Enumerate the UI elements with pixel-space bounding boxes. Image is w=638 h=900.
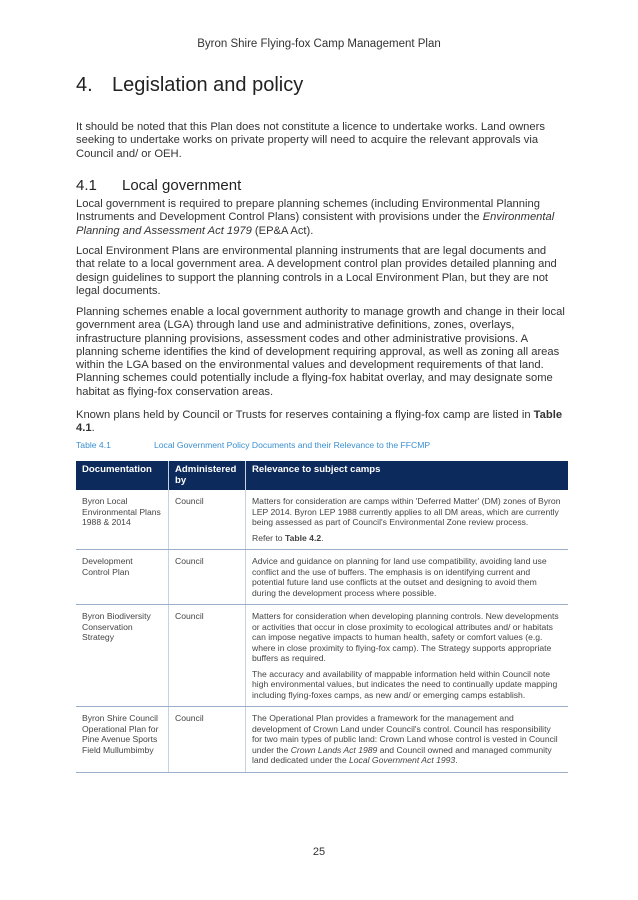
- header-relevance: Relevance to subject camps: [246, 461, 569, 490]
- table-row: [76, 490, 568, 550]
- paragraph-1: [76, 198, 566, 238]
- cell-relevance: [246, 490, 569, 550]
- ref-text: Refer to: [252, 532, 285, 543]
- paragraph-3: Planning schemes enable a local government authority to manage growth and change in their local government area (LGA) through land use and administrative definitions, zones, overlays, infrastructure planning provisions, assessment codes and other administrative provisions. A planning scheme identifies the kind of development requiring approval, as well as zoning all areas within the LGA based on the environmental values and development requirements of that land. Planning schemes could potentially include a flying-fox habitat overlay, and may designate some habitat as flying-fox conservation areas.: [76, 306, 565, 398]
- policy-table: [76, 461, 568, 773]
- cell-administered: Council: [169, 490, 246, 550]
- p4-table-ref: Table 4.1: [76, 409, 563, 435]
- p4-tail: .: [91, 422, 95, 435]
- subsection-title: Local government: [122, 177, 242, 194]
- table-header-row: [76, 461, 568, 490]
- relevance-part: The Operational Plan provides a framework for the management and development of Crown Land under Council's control. Council has responsibility for two main types of public land: Crown Land whose control is vested in Council under the: [252, 713, 558, 755]
- cell-documentation: Byron Local Environmental Plans 1988 & 2014: [76, 490, 169, 550]
- cell-documentation: Byron Biodiversity Conservation Strategy: [76, 605, 169, 707]
- relevance-part: and Council owned and managed community land dedicated under the: [252, 744, 552, 765]
- section-title: Legislation and policy: [112, 74, 304, 96]
- cell-administered: Council: [169, 550, 246, 605]
- table-caption-label: Table 4.1: [76, 440, 111, 450]
- header-administered-by: Administered by: [169, 461, 246, 490]
- p1-act: Environmental Planning and Assessment Act 1979: [76, 211, 555, 237]
- relevance-text: Advice and guidance on planning for land use compatibility, avoiding land use conflict and the use of buffers. The emphasis is on identifying current and potential future land use conflicts at the outset and designing to avoid them during the development process where possible.: [252, 556, 547, 598]
- relevance-text: Matters for consideration are camps within 'Deferred Matter' (DM) zones of Byron LEP 2014. Byron LEP 1988 currently applies to all DM areas, which are currently being assessed as part of Council's Environmental Zone review process.: [252, 496, 561, 527]
- header-documentation: Documentation: [76, 461, 169, 490]
- section-number: 4.: [76, 74, 93, 96]
- crown-lands-act: Crown Lands Act 1989: [290, 744, 378, 755]
- table-row: [76, 550, 568, 605]
- intro-paragraph: It should be noted that this Plan does not constitute a licence to undertake works. Land owners seeking to undertake works on private property will need to acquire the relevant approvals via Council and/ or OEH.: [76, 121, 545, 160]
- p1-text: Local government is required to prepare planning schemes (including Environmental Planning Instruments and Development Control Plans) consistent with provisions under the: [76, 198, 540, 224]
- cell-documentation: Development Control Plan: [76, 550, 169, 605]
- cell-documentation: Byron Shire Council Operational Plan for Pine Avenue Sports Field Mullumbimby: [76, 707, 169, 773]
- cell-relevance: [246, 550, 569, 605]
- relevance-text-2: The accuracy and availability of mappable information held within Council note high environmental values, but indicates the need to continually update mapping including flying-foxes camps, as new and/ or emerging camps establish.: [252, 668, 558, 700]
- relevance-part: .: [455, 755, 458, 765]
- table-caption-text: Local Government Policy Documents and their Relevance to the FFCMP: [154, 440, 431, 450]
- table-row: [76, 707, 568, 773]
- relevance-text: Matters for consideration when developing planning controls. New developments or activities that occur in close proximity to ecological attributes and/ or habitats can impose negative impacts to human health, safety or comfort values (e.g. where in close proximity to flying-fox camp). The Strategy supports appropriate buffers as required.: [252, 611, 559, 663]
- page-header: Byron Shire Flying-fox Camp Management Plan: [197, 38, 441, 50]
- table-caption: [76, 440, 430, 450]
- p4-text: Known plans held by Council or Trusts for reserves containing a flying-fox camp are listed in: [76, 409, 534, 421]
- local-government-act: Local Government Act 1993: [349, 755, 456, 765]
- table-row: [76, 605, 568, 707]
- section-heading: [76, 74, 303, 97]
- ref-table: Table 4.2: [284, 532, 322, 543]
- paragraph-4: [76, 409, 566, 436]
- cell-administered: Council: [169, 605, 246, 707]
- ref-tail: .: [321, 532, 324, 543]
- cell-relevance: [246, 605, 569, 707]
- paragraph-2: Local Environment Plans are environmental planning instruments that are legal documents and that relate to a local government area. A development control plan provides detailed planning and design guidelines to support the planning controls in a Local Environment Plan, but they are not legal documents.: [76, 245, 557, 297]
- p1-tail: (EP&A Act).: [251, 224, 314, 237]
- page-number: 25: [312, 846, 326, 858]
- relevance-text: [252, 713, 562, 766]
- subsection-heading: [76, 177, 241, 194]
- relevance-reference: [252, 533, 562, 544]
- cell-relevance: [246, 707, 569, 773]
- subsection-number: 4.1: [76, 177, 97, 194]
- cell-administered: Council: [169, 707, 246, 773]
